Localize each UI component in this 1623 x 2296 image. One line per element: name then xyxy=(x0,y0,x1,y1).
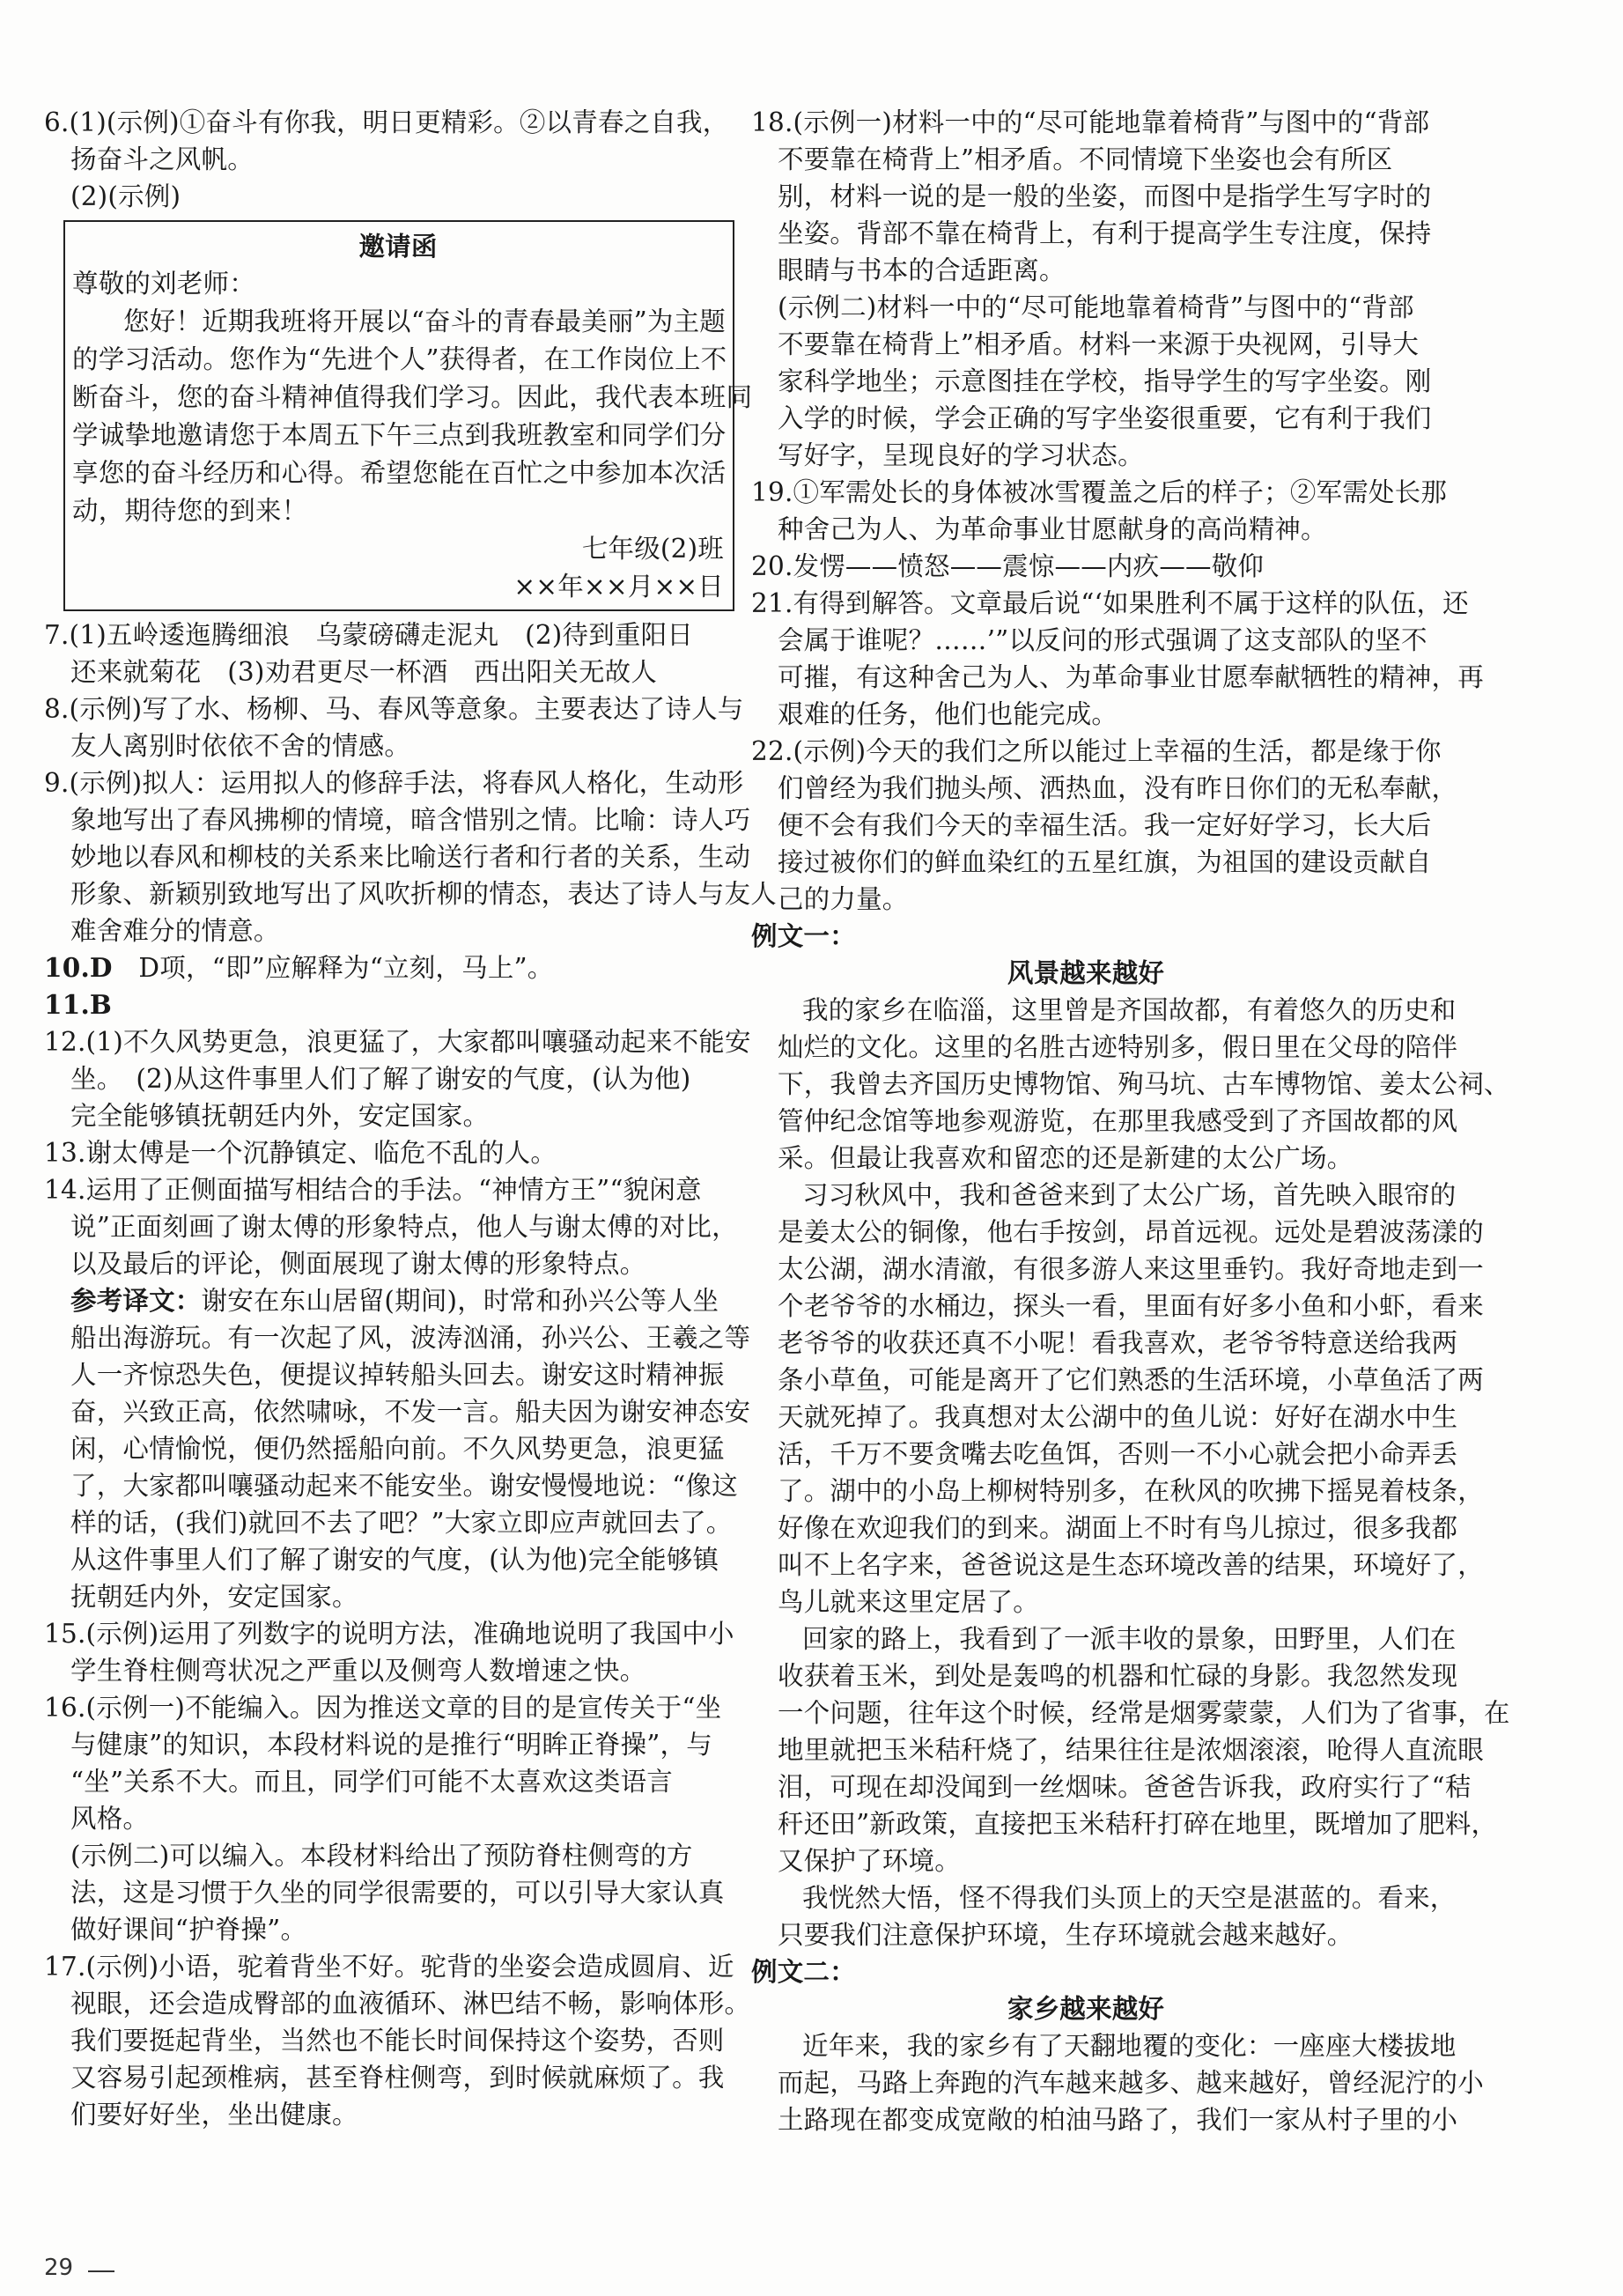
text-line: 我的家乡在临淄，这里曾是齐国故都，有着悠久的历史和 xyxy=(802,995,1457,1025)
text-line: 的学习活动。您作为“先进个人”获得者，在工作岗位上不 xyxy=(72,344,727,374)
text-line: 奋，兴致正高，依然啸咏，不发一言。船夫因为谢安神态安 xyxy=(70,1397,751,1427)
text-line: 眼睛与书本的合适距离。 xyxy=(778,255,1066,285)
text-line: 了。湖中的小岛上柳树特别多，在秋风的吹拂下摇晃着枝条， xyxy=(778,1476,1484,1506)
answers-q7-q9 xyxy=(44,616,777,949)
text-line: 说”正面刻画了谢太傅的形象特点，他人与谢太傅的对比， xyxy=(70,1212,738,1242)
text-line: 回家的路上，我看到了一派丰收的景象，田野里，人们在 xyxy=(802,1624,1457,1654)
text-line: 鸟儿就来这里定居了。 xyxy=(778,1587,1040,1617)
essay1-title: 风景越来越好 xyxy=(1007,957,1165,988)
text-line: 16.(示例一)不能编入。因为推送文章的目的是宣传关于“坐 xyxy=(44,1693,722,1723)
text-line: 12.(1)不久风势更急，浪更猛了，大家都叫嚷骚动起来不能安 xyxy=(44,1027,751,1057)
text-line: 不要靠在椅背上”相矛盾。不同情境下坐姿也会有所区 xyxy=(778,144,1393,174)
answer-q6 xyxy=(44,104,740,215)
text-line: 好像在欢迎我们的到来。湖面上不时有鸟儿掠过，很多我都 xyxy=(778,1513,1458,1543)
text-line: 妙地以春风和柳枝的关系来比喻送行者和行者的关系，生动 xyxy=(70,842,751,872)
text-line: 天就死掉了。我真想对太公湖中的鱼儿说：好好在湖水中生 xyxy=(778,1402,1458,1432)
text-line: 以及最后的评论，侧面展现了谢太傅的形象特点。 xyxy=(70,1249,646,1279)
essay2-body xyxy=(751,2027,1484,2138)
text-line: 们曾经为我们抛头颅、洒热血，没有昨日你们的无私奉献， xyxy=(778,773,1458,803)
text-line: 又保护了环境。 xyxy=(778,1846,961,1876)
text-line: “坐”关系不大。而且，同学们可能不太喜欢这类语言 xyxy=(70,1767,673,1797)
text-line: 还来就菊花 (3)劝君更尽一杯酒 西出阳关无故人 xyxy=(70,657,658,687)
text-line: 灿烂的文化。这里的名胜古迹特别多，假日里在父母的陪伴 xyxy=(778,1032,1458,1062)
text-line: 条小草鱼，可能是离开了它们熟悉的生活环境，小草鱼活了两 xyxy=(778,1365,1484,1395)
text-line: 抚朝廷内外，安定国家。 xyxy=(70,1582,358,1612)
right-column xyxy=(751,104,1510,2138)
text-line: 9.(示例)拟人：运用拟人的修辞手法，将春风人格化，生动形 xyxy=(44,768,744,798)
text-line: 可摧，有这种舍己为人、为革命事业甘愿奉献牺牲的精神，再 xyxy=(778,662,1484,692)
text-line: 闲，心情愉悦，便仍然摇船向前。不久风势更急，浪更猛 xyxy=(70,1434,725,1464)
text-line: 样的话，(我们)就回不去了吧？”大家立即应声就回去了。 xyxy=(70,1508,733,1538)
left-column xyxy=(44,104,777,2133)
text-line: 难舍难分的情意。 xyxy=(70,916,280,946)
text-line: 土路现在都变成宽敞的柏油马路了，我们一家从村子里的小 xyxy=(778,2105,1458,2135)
text-line: 写好字，呈现良好的学习状态。 xyxy=(778,440,1144,470)
text-line: 做好课间“护脊操”。 xyxy=(70,1915,307,1945)
text-line: 断奋斗，您的奋斗精神值得我们学习。因此，我代表本班同 xyxy=(72,382,753,412)
text-line: 坐姿。背部不靠在椅背上，有利于提高学生专注度，保持 xyxy=(778,218,1432,248)
translation-body xyxy=(44,1319,751,1615)
text-line: 了，大家都叫嚷骚动起来不能安坐。谢安慢慢地说：“像这 xyxy=(70,1471,738,1501)
text-line: 地里就把玉米秸秆烧了，结果往往是浓烟滚滚，呛得人直流眼 xyxy=(778,1735,1484,1765)
letter-date: ××年××月××日 xyxy=(513,572,724,602)
translation-first-line xyxy=(44,1282,740,1319)
text-line: 19.①军需处长的身体被冰雪覆盖之后的样子；②军需处长那 xyxy=(751,477,1448,507)
text-line: 是姜太公的铜像，他右手按剑，昂首远视。远处是碧波荡漾的 xyxy=(778,1217,1484,1247)
text-line: 便不会有我们今天的幸福生活。我一定好好学习，长大后 xyxy=(778,810,1432,840)
page-number-dash xyxy=(88,2270,114,2272)
text-line: 别，材料一说的是一般的坐姿，而图中是指学生写字时的 xyxy=(778,181,1432,211)
essay2-title: 家乡越来越好 xyxy=(1007,1993,1165,2024)
text-line: 6.(1)(示例)①奋斗有你我，明日更精彩。②以青春之自我， xyxy=(44,107,729,137)
text-line: 只要我们注意保护环境，生存环境就会越来越好。 xyxy=(778,1920,1354,1950)
text-line: (示例二)材料一中的“尽可能地靠着椅背”与图中的“背部 xyxy=(778,292,1414,322)
text-line: 管仲纪念馆等地参观游览，在那里我感受到了齐国故都的风 xyxy=(778,1106,1458,1136)
text-line: 个老爷爷的水桶边，探头一看，里面有好多小鱼和小虾，看来 xyxy=(778,1291,1484,1321)
text-line: 坐。 (2)从这件事里人们了解了谢安的气度，(认为他) xyxy=(70,1064,691,1094)
text-line: 学诚挚地邀请您于本周五下午三点到我班教室和同学们分 xyxy=(72,420,727,450)
text-line: 己的力量。 xyxy=(778,884,909,914)
text-line: 叫不上名字来，爸爸说这是生态环境改善的结果，环境好了， xyxy=(778,1550,1484,1580)
text-line: 一个问题，往年这个时候，经常是烟雾蒙蒙，人们为了省事，在 xyxy=(778,1698,1510,1728)
text-line: 您好！近期我班将开展以“奋斗的青春最美丽”为主题 xyxy=(123,306,726,336)
essay1-body xyxy=(751,992,1510,1953)
text-line: 22.(示例)今天的我们之所以能过上幸福的生活，都是缘于你 xyxy=(751,736,1442,766)
text-line: 享您的奋斗经历和心得。希望您能在百忙之中参加本次活 xyxy=(72,458,727,488)
text-line: 种舍己为人、为革命事业甘愿献身的高尚精神。 xyxy=(778,514,1327,544)
text-line: 14.运用了正侧面描写相结合的手法。“神情方王”“貌闲意 xyxy=(44,1175,702,1205)
text-line: 形象、新颖别致地写出了风吹折柳的情态，表达了诗人与友人 xyxy=(70,879,777,909)
text-line: 不要靠在椅背上”相矛盾。材料一来源于央视网，引导大 xyxy=(778,329,1420,359)
text-line: 家科学地坐；示意图挂在学校，指导学生的写字坐姿。刚 xyxy=(778,366,1432,396)
letter-title: 邀请函 xyxy=(358,231,438,262)
text-line: 老爷爷的收获还真不小呢！看我喜欢，老爷爷特意送给我两 xyxy=(778,1328,1458,1358)
text-line: (示例二)可以编入。本段材料给出了预防脊柱侧弯的方 xyxy=(70,1841,693,1871)
essay1-label: 例文一： xyxy=(751,920,856,951)
text-line: 20.发愣——愤怒——震惊——内疚——敬仰 xyxy=(751,551,1265,581)
translation-label: 参考译文： xyxy=(70,1285,202,1316)
text-line: 而起，马路上奔跑的汽车越来越多、越来越好，曾经泥泞的小 xyxy=(778,2068,1484,2098)
text-line: 船出海游玩。有一次起了风，波涛汹涌，孙兴公、王羲之等 xyxy=(70,1323,751,1353)
answers-q15-q17 xyxy=(44,1615,751,2133)
text-line: 活，千万不要贪嘴去吃鱼饵，否则一不小心就会把小命弄丢 xyxy=(778,1439,1458,1469)
text-line: 15.(示例)运用了列数字的说明方法，准确地说明了我国中小 xyxy=(44,1619,734,1649)
text-line: 艰难的任务，他们也能完成。 xyxy=(778,699,1118,729)
text-line: 们要好好坐，坐出健康。 xyxy=(70,2100,358,2130)
text-line: (2)(示例) xyxy=(70,181,181,211)
text-line: 法，这是习惯于久坐的同学很需要的，可以引导大家认真 xyxy=(70,1878,725,1908)
text-line: 7.(1)五岭逶迤腾细浪 乌蒙磅礴走泥丸 (2)待到重阳日 xyxy=(44,620,694,650)
letter-body xyxy=(72,303,753,530)
text-line: 下，我曾去齐国历史博物馆、殉马坑、古车博物馆、姜太公祠、 xyxy=(778,1069,1510,1099)
answer-q10 xyxy=(44,949,740,986)
q10-choice: 10.D xyxy=(44,952,113,983)
text-line: 动，期待您的到来！ xyxy=(72,496,308,526)
page-number: 29 xyxy=(44,2255,74,2281)
text-line: 接过被你们的鲜血染红的五星红旗，为祖国的建设贡献自 xyxy=(778,847,1432,877)
text-line: 21.有得到解答。文章最后说“‘如果胜利不属于这样的队伍，还 xyxy=(751,588,1469,618)
answers-q18-q22 xyxy=(751,104,1484,918)
text-line: 17.(示例)小语，驼着背坐不好。驼背的坐姿会造成圆肩、近 xyxy=(44,1952,734,1982)
text-line: 收获着玉米，到处是轰鸣的机器和忙碌的身影。我忽然发现 xyxy=(778,1661,1458,1691)
text-line: 又容易引起颈椎病，甚至脊柱侧弯，到时候就麻烦了。我 xyxy=(70,2063,725,2093)
text-line: 近年来，我的家乡有了天翻地覆的变化：一座座大楼拔地 xyxy=(802,2031,1457,2061)
text-line: 象地写出了春风拂柳的情境，暗含惜别之情。比喻：诗人巧 xyxy=(70,805,751,835)
answers-q12-q14 xyxy=(44,1023,751,1282)
translation-text: 谢安在东山居留(期间)，时常和孙兴公等人坐 xyxy=(201,1286,719,1316)
answer-q11: 11.B xyxy=(44,989,113,1020)
text-line: 完全能够镇抚朝廷内外，安定国家。 xyxy=(70,1101,490,1131)
text-line: 会属于谁呢？……’”以反问的形式强调了这支部队的坚不 xyxy=(778,625,1428,655)
text-line: 友人离别时依依不舍的情感。 xyxy=(70,731,411,761)
q10-note: D项，“即”应解释为“立刻，马上”。 xyxy=(138,953,554,983)
text-line: 秆还田”新政策，直接把玉米秸秆打碎在地里，既增加了肥料， xyxy=(778,1809,1498,1839)
text-line: 泪，可现在却没闻到一丝烟味。爸爸告诉我，政府实行了“秸 xyxy=(778,1772,1472,1802)
text-line: 从这件事里人们了解了谢安的气度，(认为他)完全能够镇 xyxy=(70,1545,719,1575)
text-line: 习习秋风中，我和爸爸来到了太公广场，首先映入眼帘的 xyxy=(802,1180,1457,1210)
text-line: 视眼，还会造成臀部的血液循环、淋巴结不畅，影响体形。 xyxy=(70,1989,751,2019)
text-line: 8.(示例)写了水、杨柳、马、春风等意象。主要表达了诗人与 xyxy=(44,694,744,724)
text-line: 18.(示例一)材料一中的“尽可能地靠着椅背”与图中的“背部 xyxy=(751,107,1430,137)
letter-signature: 七年级(2)班 xyxy=(581,534,724,564)
text-line: 我恍然大悟，怪不得我们头顶上的天空是湛蓝的。看来， xyxy=(802,1883,1457,1913)
invitation-letter xyxy=(63,220,753,611)
text-line: 13.谢太傅是一个沉静镇定、临危不乱的人。 xyxy=(44,1138,557,1168)
text-line: 我们要挺起背坐，当然也不能长时间保持这个姿势，否则 xyxy=(70,2026,725,2056)
letter-salutation: 尊敬的刘老师： xyxy=(72,269,255,299)
text-line: 入学的时候，学会正确的写字坐姿很重要，它有利于我们 xyxy=(778,403,1432,433)
text-line: 太公湖，湖水清澈，有很多游人来这里垂钓。我好奇地走到一 xyxy=(778,1254,1484,1284)
text-line: 与健康”的知识，本段材料说的是推行“明眸正脊操”，与 xyxy=(70,1730,712,1760)
text-line: 风格。 xyxy=(70,1804,150,1834)
text-line: 人一齐惊恐失色，便提议掉转船头回去。谢安这时精神振 xyxy=(70,1360,725,1390)
text-line: 扬奋斗之风帆。 xyxy=(70,144,254,174)
text-line: 采。但最让我喜欢和留恋的还是新建的太公广场。 xyxy=(778,1143,1354,1173)
text-line: 学生脊柱侧弯状况之严重以及侧弯人数增速之快。 xyxy=(70,1656,646,1686)
essay2-label: 例文二： xyxy=(751,1956,856,1987)
